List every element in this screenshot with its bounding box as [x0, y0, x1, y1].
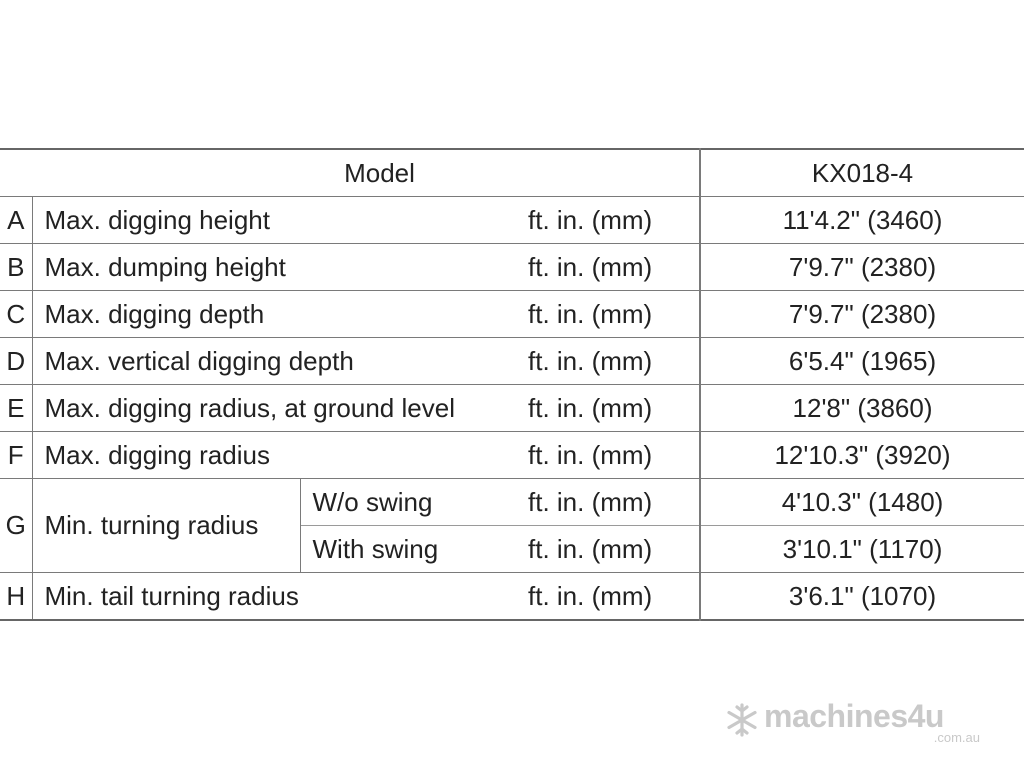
sub-label: With swing: [300, 526, 528, 573]
row-value: 12'10.3" (3920): [700, 432, 1024, 479]
model-header: Model: [344, 157, 415, 188]
watermark-domain: .com.au: [933, 730, 980, 745]
row-letter: G: [0, 479, 32, 573]
row-letter: F: [0, 432, 32, 479]
row-unit: ft. in. (mm): [528, 392, 653, 423]
table-row-group-g-first: [0, 479, 1024, 526]
table-row: [0, 573, 1024, 621]
row-value: 7'9.7" (2380): [700, 244, 1024, 291]
row-unit: ft. in. (mm): [528, 204, 653, 235]
table-row: [0, 197, 1024, 244]
row-label: Max. dumping height: [44, 251, 286, 282]
row-value: 6'5.4" (1965): [700, 338, 1024, 385]
table-row: [0, 244, 1024, 291]
row-value: 11'4.2" (3460): [700, 197, 1024, 244]
row-value: 3'10.1" (1170): [700, 526, 1024, 573]
row-label: Min. tail turning radius: [44, 580, 299, 611]
row-unit: ft. in. (mm): [528, 486, 653, 517]
row-unit: ft. in. (mm): [528, 580, 653, 611]
table-row: [0, 291, 1024, 338]
row-letter: E: [0, 385, 32, 432]
row-unit: ft. in. (mm): [528, 298, 653, 329]
row-value: 12'8" (3860): [700, 385, 1024, 432]
row-value: 7'9.7" (2380): [700, 291, 1024, 338]
row-letter: A: [0, 197, 32, 244]
group-label: Min. turning radius: [44, 510, 259, 540]
row-letter: D: [0, 338, 32, 385]
row-letter: H: [0, 573, 32, 621]
header-row: [0, 149, 1024, 197]
row-unit: ft. in. (mm): [528, 251, 653, 282]
row-letter: C: [0, 291, 32, 338]
row-label: Max. vertical digging depth: [44, 345, 354, 376]
row-value: 4'10.3" (1480): [700, 479, 1024, 526]
row-label: Max. digging radius: [44, 439, 270, 470]
row-letter: B: [0, 244, 32, 291]
table-row: [0, 338, 1024, 385]
row-value: 3'6.1" (1070): [700, 573, 1024, 621]
sub-label: W/o swing: [300, 479, 528, 526]
table-row: [0, 385, 1024, 432]
watermark-name: machines4u: [764, 698, 944, 734]
row-unit: ft. in. (mm): [528, 345, 653, 376]
table-row: [0, 432, 1024, 479]
model-value: KX018-4: [700, 149, 1024, 197]
row-unit: ft. in. (mm): [528, 439, 653, 470]
row-label: Max. digging height: [44, 204, 270, 235]
row-unit: ft. in. (mm): [528, 533, 653, 564]
watermark-logo: [724, 700, 994, 746]
row-label: Max. digging radius, at ground level: [44, 392, 455, 423]
spec-table: [0, 148, 1024, 621]
snowflake-icon: [724, 702, 760, 738]
row-label: Max. digging depth: [44, 298, 265, 329]
